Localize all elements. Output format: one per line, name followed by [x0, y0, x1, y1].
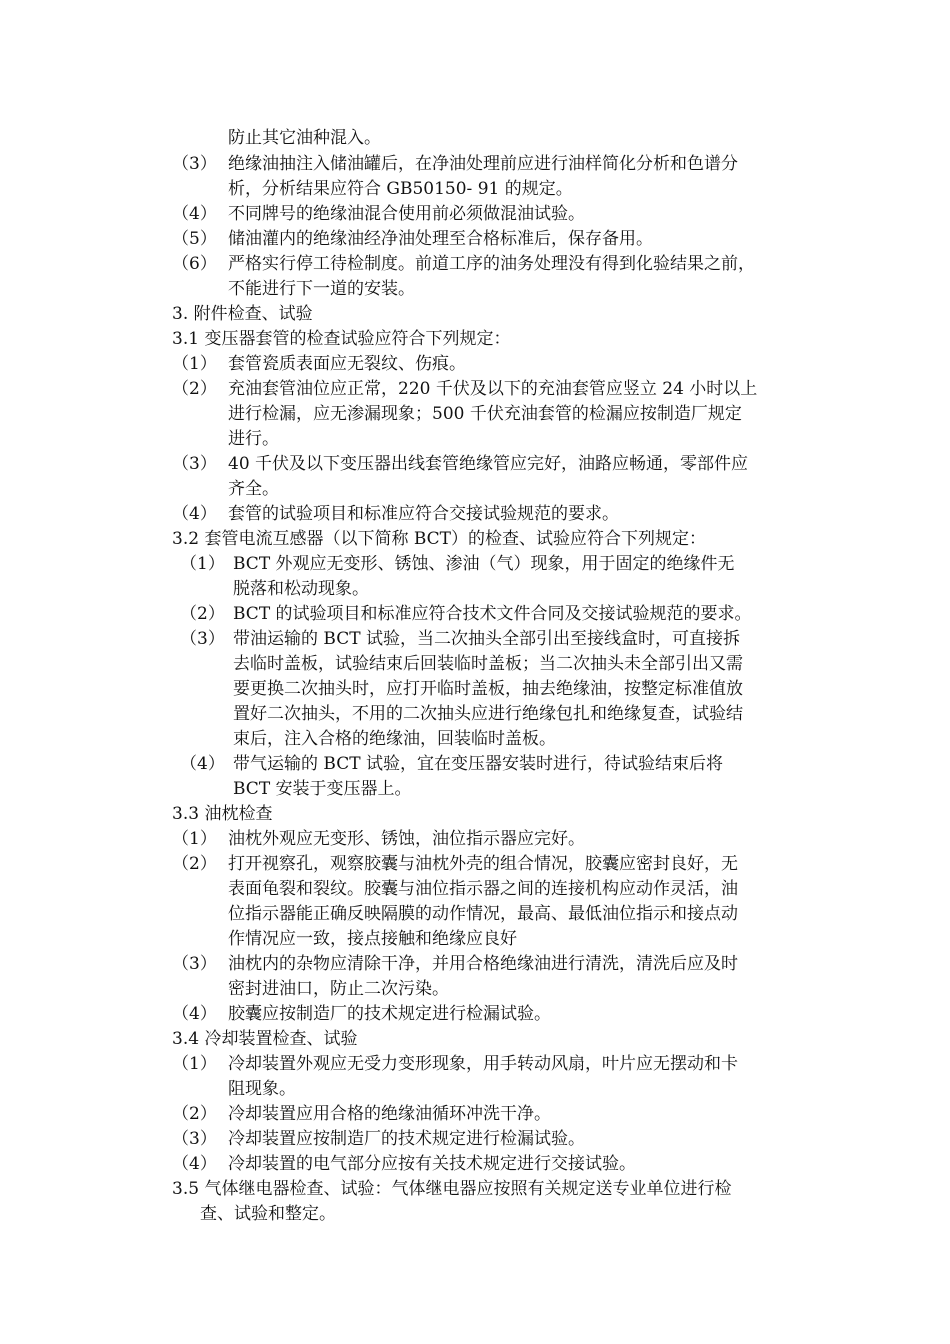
text-line: 不同牌号的绝缘油混合使用前必须做混油试验。: [228, 204, 585, 224]
text-line: 作情况应一致，接点接触和绝缘应良好: [228, 929, 517, 949]
item-number: （6）: [172, 254, 217, 274]
text-line: BCT 安装于变压器上。: [233, 779, 412, 799]
text-line: 40 千伏及以下变压器出线套管绝缘管应完好，油路应畅通，零部件应: [228, 454, 749, 474]
text-line: 阻现象。: [228, 1079, 296, 1099]
text-line: BCT 的试验项目和标准应符合技术文件合同及交接试验规范的要求。: [233, 604, 752, 624]
item-number: （1）: [180, 554, 225, 574]
item-number: （1）: [172, 829, 217, 849]
item-number: （2）: [172, 379, 217, 399]
text-line: 绝缘油抽注入储油罐后，在净油处理前应进行油样简化分析和色谱分: [228, 154, 738, 174]
item-number: （4）: [172, 1004, 217, 1024]
text-line: 油枕外观应无变形、锈蚀，油位指示器应完好。: [228, 829, 585, 849]
item-number: （2）: [180, 604, 225, 624]
text-line: 带油运输的 BCT 试验，当二次抽头全部引出至接线盒时，可直接拆: [233, 629, 740, 649]
subsection-heading: 3.1 变压器套管的检查试验应符合下列规定：: [172, 329, 511, 349]
text-line: 密封进油口，防止二次污染。: [228, 979, 449, 999]
item-number: （5）: [172, 229, 217, 249]
text-line: 充油套管油位应正常，220 千伏及以下的充油套管应竖立 24 小时以上: [228, 379, 758, 399]
text-line: BCT 外观应无变形、锈蚀、渗油（气）现象，用于固定的绝缘件无: [233, 554, 735, 574]
text-line: 位指示器能正确反映隔膜的动作情况，最高、最低油位指示和接点动: [228, 904, 738, 924]
item-number: （4）: [172, 1154, 217, 1174]
text-line: 胶囊应按制造厂的技术规定进行检漏试验。: [228, 1004, 551, 1024]
text-line: 析，分析结果应符合 GB50150- 91 的规定。: [228, 179, 573, 199]
item-number: （3）: [180, 629, 225, 649]
text-line: 冷却装置的电气部分应按有关技术规定进行交接试验。: [228, 1154, 636, 1174]
text-line: 防止其它油种混入。: [228, 128, 381, 148]
item-number: （3）: [172, 1129, 217, 1149]
text-line: 冷却装置应用合格的绝缘油循环冲洗干净。: [228, 1104, 551, 1124]
subsection-heading: 3.3 油枕检查: [172, 804, 273, 824]
item-number: （2）: [172, 1104, 217, 1124]
text-line: 齐全。: [228, 479, 279, 499]
text-line: 储油灌内的绝缘油经净油处理至合格标准后，保存备用。: [228, 229, 653, 249]
text-line: 查、试验和整定。: [200, 1204, 336, 1224]
text-line: 套管的试验项目和标准应符合交接试验规范的要求。: [228, 504, 619, 524]
text-line: 不能进行下一道的安装。: [228, 279, 415, 299]
item-number: （3）: [172, 454, 217, 474]
item-number: （3）: [172, 954, 217, 974]
text-line: 冷却装置应按制造厂的技术规定进行检漏试验。: [228, 1129, 585, 1149]
text-line: 要更换二次抽头时，应打开临时盖板，抽去绝缘油，按整定标准值放: [233, 679, 743, 699]
item-number: （3）: [172, 154, 217, 174]
subsection-heading: 3.4 冷却装置检查、试验: [172, 1029, 358, 1049]
text-line: 套管瓷质表面应无裂纹、伤痕。: [228, 354, 466, 374]
text-line: 严格实行停工待检制度。前道工序的油务处理没有得到化验结果之前，: [228, 254, 755, 274]
item-number: （2）: [172, 854, 217, 874]
text-line: 油枕内的杂物应清除干净，并用合格绝缘油进行清洗，清洗后应及时: [228, 954, 738, 974]
text-line: 冷却装置外观应无受力变形现象，用手转动风扇，叶片应无摆动和卡: [228, 1054, 738, 1074]
text-line: 脱落和松动现象。: [233, 579, 369, 599]
item-number: （1）: [172, 1054, 217, 1074]
text-line: 束后，注入合格的绝缘油，回装临时盖板。: [233, 729, 556, 749]
text-line: 打开视察孔，观察胶囊与油枕外壳的组合情况，胶囊应密封良好，无: [228, 854, 738, 874]
text-line: 带气运输的 BCT 试验，宜在变压器安装时进行，待试验结束后将: [233, 754, 723, 774]
item-number: （4）: [180, 754, 225, 774]
subsection-heading: 3.5 气体继电器检查、试验：气体继电器应按照有关规定送专业单位进行检: [172, 1179, 732, 1199]
item-number: （4）: [172, 204, 217, 224]
text-line: 置好二次抽头，不用的二次抽头应进行绝缘包扎和绝缘复查，试验结: [233, 704, 743, 724]
text-line: 去临时盖板，试验结束后回装临时盖板；当二次抽头未全部引出又需: [233, 654, 743, 674]
text-line: 表面龟裂和裂纹。胶囊与油位指示器之间的连接机构应动作灵活，油: [228, 879, 738, 899]
text-line: 进行检漏，应无渗漏现象；500 千伏充油套管的检漏应按制造厂规定: [228, 404, 742, 424]
section-heading: 3. 附件检查、试验: [172, 304, 313, 324]
text-line: 进行。: [228, 429, 279, 449]
subsection-heading: 3.2 套管电流互感器（以下简称 BCT）的检查、试验应符合下列规定：: [172, 529, 706, 549]
item-number: （4）: [172, 504, 217, 524]
item-number: （1）: [172, 354, 217, 374]
